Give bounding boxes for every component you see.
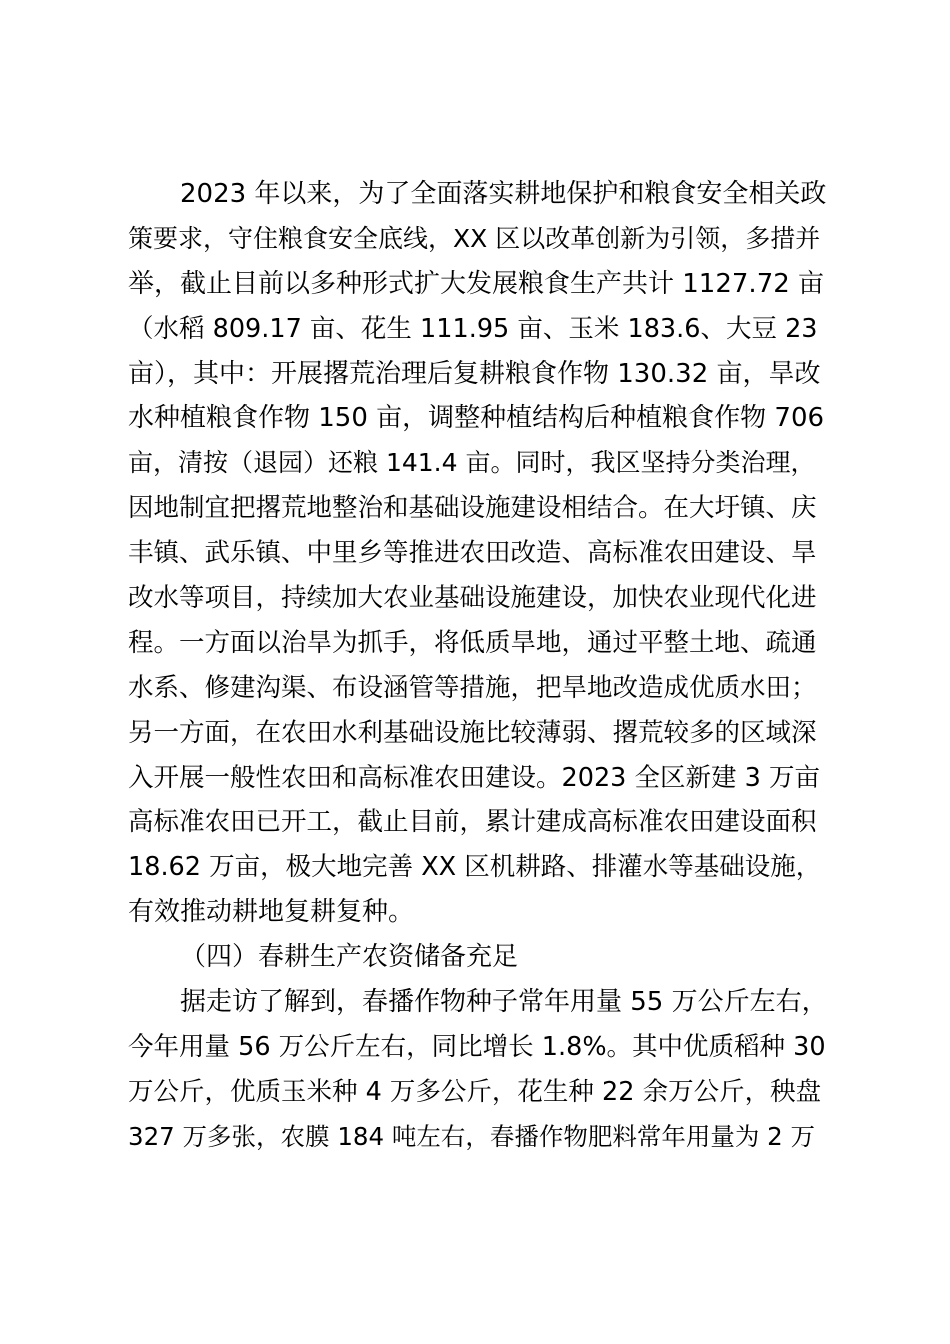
paragraph-line: 另一方面，在农田水利基础设施比较薄弱、撂荒较多的区域深: [128, 717, 817, 748]
paragraph-line: 亩），其中：开展撂荒治理后复耕粮食作物 130.32 亩，旱改: [128, 358, 821, 389]
paragraph-line: （水稻 809.17 亩、花生 111.95 亩、玉米 183.6、大豆 23: [128, 313, 818, 344]
paragraph-line: 18.62 万亩，极大地完善 XX 区机耕路、排灌水等基础设施，: [128, 852, 822, 883]
paragraph-line: 策要求，守住粮食安全底线，XX 区以改革创新为引领，多措并: [128, 223, 821, 253]
paragraph-line: 改水等项目，持续加大农业基础设施建设，加快农业现代化进: [128, 583, 817, 614]
paragraph-line: 亩，清按（退园）还粮 141.4 亩。同时，我区坚持分类治理，: [128, 448, 816, 478]
paragraph-line: 327 万多张，农膜 184 吨左右，春播作物肥料常年用量为 2 万: [128, 1121, 816, 1151]
paragraph-line: 高标准农田已开工，截止目前，累计建成高标准农田建设面积: [128, 807, 817, 838]
paragraph-line: 2023 年以来，为了全面落实耕地保护和粮食安全相关政: [180, 179, 827, 209]
paragraph-line: 有效推动耕地复耕复种。: [128, 897, 415, 928]
paragraph-line: 入开展一般性农田和高标准农田建设。2023 全区新建 3 万亩: [128, 762, 820, 793]
paragraph-line: 程。一方面以治旱为抓手，将低质旱地，通过平整土地、疏通: [128, 627, 817, 658]
paragraph-line: 万公斤，优质玉米种 4 万多公斤，花生种 22 余万公斤，秧盘: [128, 1076, 822, 1107]
document-body: [128, 172, 828, 1160]
paragraph-line: 水种植粮食作物 150 亩，调整种植结构后种植粮食作物 706: [128, 403, 825, 434]
paragraph-spring-supplies: [128, 980, 828, 1160]
paragraph-line: 举，截止目前以多种形式扩大发展粮食生产共计 1127.72 亩: [128, 268, 825, 299]
section-heading: （四）春耕生产农资储备充足: [180, 942, 519, 973]
paragraph-line: 今年用量 56 万公斤左右，同比增长 1.8%。其中优质稻种 30: [128, 1031, 826, 1062]
paragraph-grain-production: [128, 172, 828, 935]
paragraph-line: 据走访了解到，春播作物种子常年用量 55 万公斤左右，: [180, 987, 828, 1018]
paragraph-line: 因地制宜把撂荒地整治和基础设施建设相结合。在大圩镇、庆: [128, 493, 817, 524]
paragraph-line: 丰镇、武乐镇、中里乡等推进农田改造、高标准农田建设、旱: [128, 538, 817, 569]
paragraph-line: 水系、修建沟渠、布设涵管等措施，把旱地改造成优质水田；: [128, 672, 817, 703]
